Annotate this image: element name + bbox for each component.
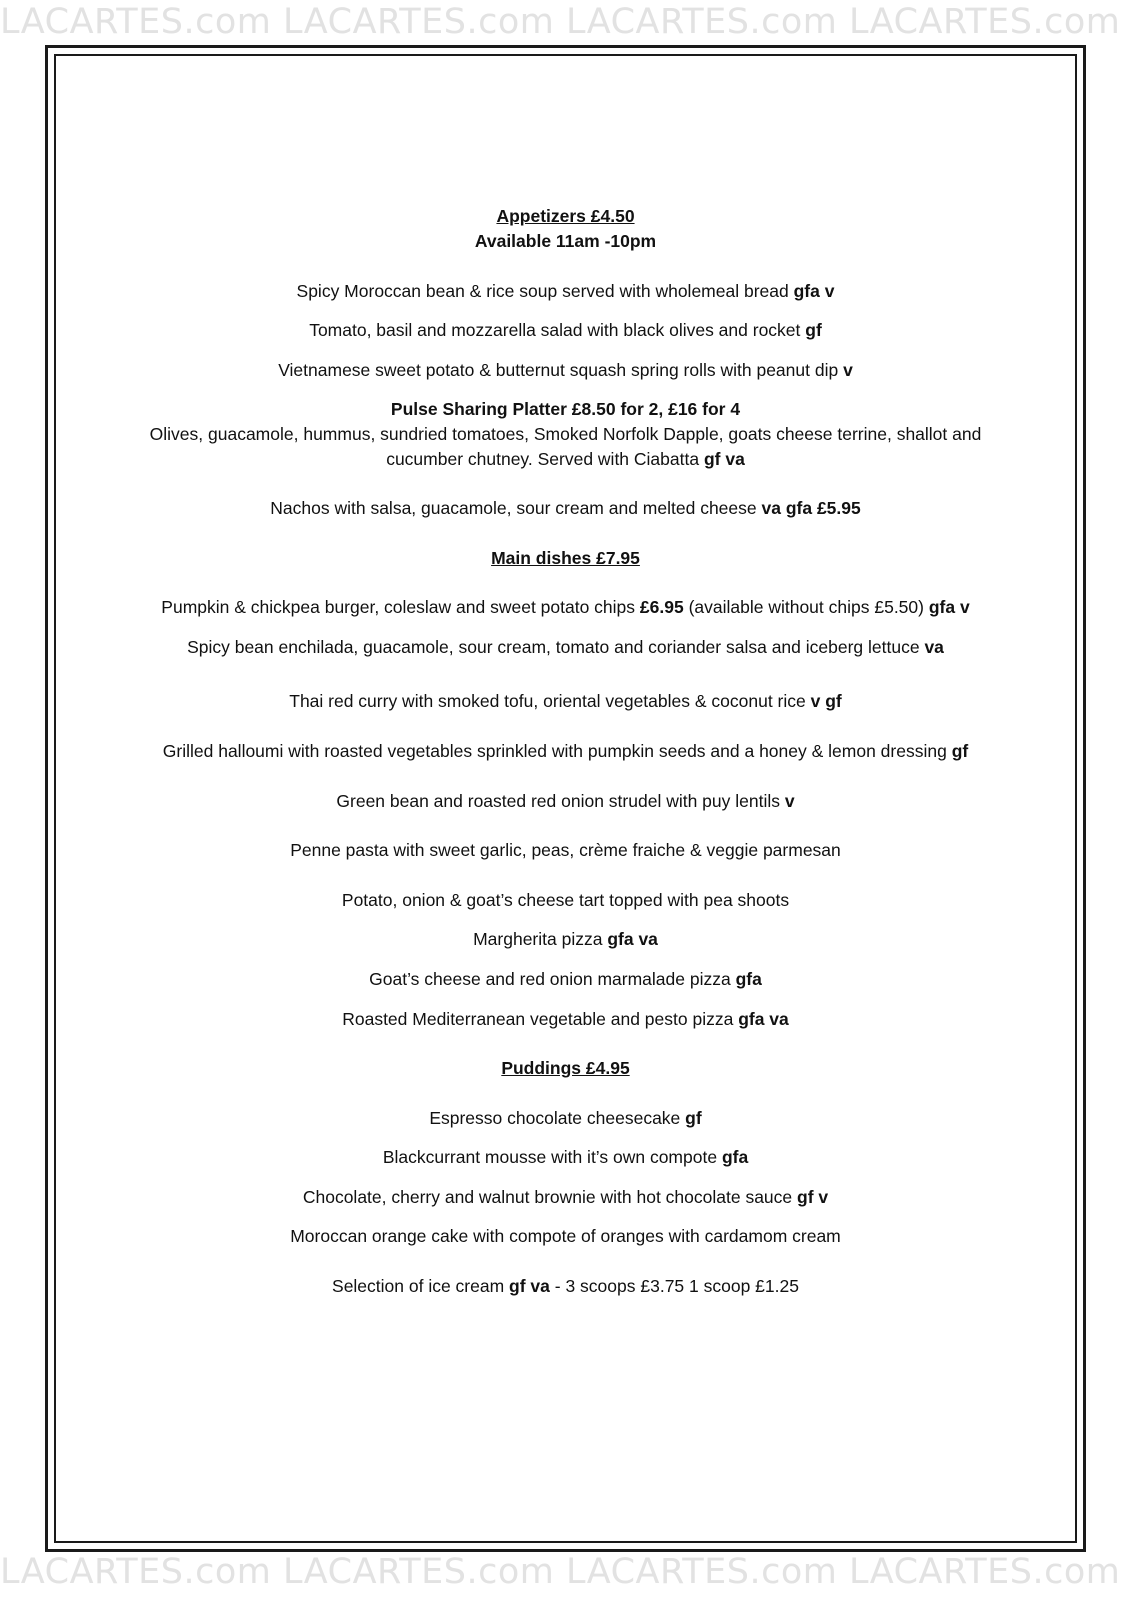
dietary-tags: gf (685, 1108, 702, 1128)
dietary-tags: v (784, 791, 795, 811)
menu-item: Roasted Mediterranean vegetable and pesto pizza gfa va (342, 1009, 789, 1029)
menu-item: Grilled halloumi with roasted vegetables sprinkled with pumpkin seeds and a honey & lemon dressing gf (162, 741, 969, 761)
menu-item: Spicy bean enchilada, guacamole, sour cream, tomato and coriander salsa and iceberg lettuce va (187, 637, 944, 657)
menu-item: Margherita pizza gfa va (473, 929, 658, 949)
dietary-tags: gf v (797, 1187, 829, 1207)
menu-item: Penne pasta with sweet garlic, peas, crème fraiche & veggie parmesan (290, 840, 841, 860)
platter-description-cont: cucumber chutney. Served with Ciabatta gf va (386, 449, 745, 469)
menu-item: Nachos with salsa, guacamole, sour cream and melted cheese va gfa £5.95 (270, 498, 861, 518)
puddings-heading: Puddings £4.95 (501, 1058, 630, 1078)
menu-item: Spicy Moroccan bean & rice soup served with wholemeal bread gfa v (296, 281, 835, 301)
menu-item: Chocolate, cherry and walnut brownie with hot chocolate sauce gf v (302, 1187, 829, 1207)
menu-item: Selection of ice cream gf va - 3 scoops £3.75 1 scoop £1.25 (332, 1276, 799, 1296)
dietary-tags: va (924, 637, 944, 657)
dietary-tags: v (843, 360, 853, 380)
dietary-tags: gf (951, 741, 969, 761)
menu-item: Vietnamese sweet potato & butternut squash spring rolls with peanut dip v (278, 360, 853, 380)
watermark-top: LACARTES.com LACARTES.com LACARTES.com LACARTES.com (0, 2, 1121, 42)
appetizers-heading: Appetizers £4.50 (496, 206, 635, 226)
platter-heading: Pulse Sharing Platter £8.50 for 2, £16 for 4 (390, 399, 741, 419)
dietary-tags: gf (805, 320, 822, 340)
dietary-tags: va gfa £5.95 (761, 498, 861, 518)
menu-item: Tomato, basil and mozzarella salad with black olives and rocket gf (309, 320, 822, 340)
menu-item: Green bean and roasted red onion strudel with puy lentils v (336, 791, 795, 811)
dietary-tags: gf va (509, 1276, 550, 1296)
menu-item: Espresso chocolate cheesecake gf (429, 1108, 702, 1128)
mains-heading: Main dishes £7.95 (491, 548, 640, 568)
dietary-tags: gfa va (607, 929, 658, 949)
watermark-bottom: LACARTES.com LACARTES.com LACARTES.com LACARTES.com (0, 1552, 1121, 1592)
menu-item: Thai red curry with smoked tofu, oriental vegetables & coconut rice v gf (289, 691, 842, 711)
dietary-tags: gfa va (738, 1009, 789, 1029)
menu-item: Pumpkin & chickpea burger, coleslaw and sweet potato chips £6.95 (available without chips £5.50) gfa v (161, 597, 970, 617)
menu-item: Moroccan orange cake with compote of oranges with cardamom cream (290, 1226, 841, 1246)
platter-description: Olives, guacamole, hummus, sundried tomatoes, Smoked Norfolk Dapple, goats cheese terrine, shallot and (149, 424, 982, 444)
menu-item: Blackcurrant mousse with it’s own compote gfa (382, 1147, 749, 1167)
dietary-tags: gfa v (928, 597, 970, 617)
dietary-tags: gf va (703, 449, 745, 469)
menu-item: Goat’s cheese and red onion marmalade pizza gfa (369, 969, 762, 989)
dietary-tags: v gf (810, 691, 842, 711)
dietary-tags: gfa (721, 1147, 749, 1167)
dietary-tags: gfa (735, 969, 762, 989)
dietary-tags: gfa v (793, 281, 835, 301)
menu-item: Potato, onion & goat’s cheese tart topped with pea shoots (341, 890, 790, 910)
appetizers-availability: Available 11am -10pm (474, 231, 657, 251)
